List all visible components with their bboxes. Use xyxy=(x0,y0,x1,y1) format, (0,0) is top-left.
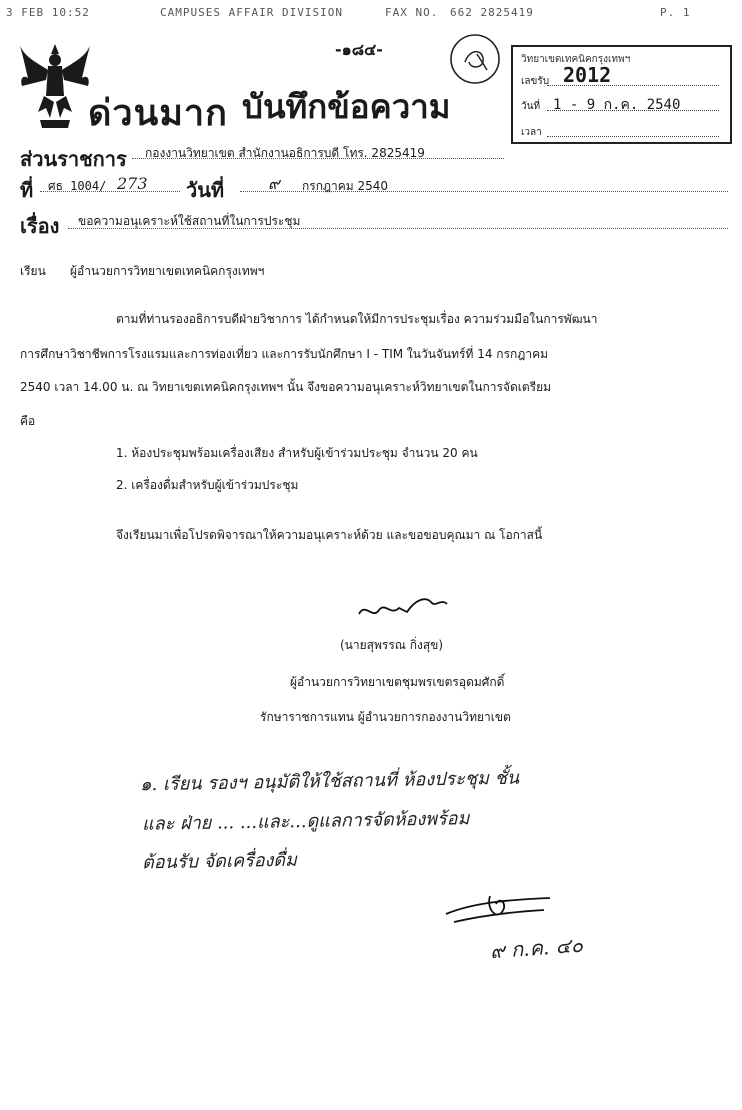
list-item: 2. เครื่องดื่มสำหรับผู้เข้าร่วมประชุม xyxy=(116,478,299,492)
garuda-emblem-icon xyxy=(18,40,92,132)
fax-label: FAX NO. xyxy=(385,6,439,19)
handwritten-note-line: ต้อนรับ จัดเครื่องดื่ม xyxy=(141,849,298,874)
closing-line: จึงเรียนมาเพื่อโปรดพิจารณาให้ความอนุเคราะห์ด้วย และขอขอบคุณมา ณ โอกาสนี้ xyxy=(116,528,543,542)
signer-title: ผู้อำนวยการวิทยาเขตชุมพรเขตรอุดมศักดิ์ xyxy=(290,675,505,689)
ref-prefix: ศธ 1004/ xyxy=(48,179,107,193)
stamp-time-label: เวลา xyxy=(521,127,542,138)
page-number: -๑๘๔- xyxy=(335,40,383,59)
signer-acting: รักษาราชการแทน ผู้อำนวยการกองงานวิทยาเขต xyxy=(260,710,511,724)
receipt-stamp xyxy=(511,45,732,144)
date-day: ๙ xyxy=(268,174,280,193)
fax-page: P. 1 xyxy=(660,6,691,19)
urgent-label: ด่วนมาก xyxy=(88,92,228,134)
handwritten-note-line: ๑. เรียน รองฯ อนุมัติให้ใช้สถานที่ ห้องประชุม ชั้น xyxy=(139,767,520,796)
stamp-date-value: 1 - 9 ก.ค. 2540 xyxy=(553,97,681,113)
stamp-title: วิทยาเขตเทคนิคกรุงเทพฯ xyxy=(521,54,631,65)
fax-date: 3 FEB 10:52 xyxy=(6,6,90,19)
salutation-label: เรียน xyxy=(20,264,46,278)
handwritten-date: ๙ ก.ค. ๔๐ xyxy=(489,932,584,964)
body-line: 2540 เวลา 14.00 น. ณ วิทยาเขตเทคนิคกรุงเทพฯ นั้น จึงขอความอนุเคราะห์วิทยาเขตในการจัดเตรียม xyxy=(20,380,552,394)
body-line: คือ xyxy=(20,414,36,428)
fax-number: 662 2825419 xyxy=(450,6,534,19)
fax-sender: CAMPUSES AFFAIR DIVISION xyxy=(160,6,343,19)
handwritten-signature-icon xyxy=(440,890,560,930)
list-item: 1. ห้องประชุมพร้อมเครื่องเสียง สำหรับผู้เข้าร่วมประชุม จำนวน 20 คน xyxy=(116,446,478,460)
ref-number: 273 xyxy=(117,174,148,193)
handwritten-note-line: และ ฝ่าย ... ...และ...ดูแลการจัดห้องพร้อม xyxy=(141,808,470,835)
fax-header xyxy=(0,4,742,22)
memo-title: บันทึกข้อความ xyxy=(242,87,451,126)
stamp-no-label: เลขรับ xyxy=(521,76,550,87)
stamp-date-label: วันที่ xyxy=(521,101,541,112)
department-value: กองงานวิทยาเขต สำนักงานอธิการบดี โทร. 2825419 xyxy=(145,146,425,160)
body-line: การศึกษาวิชาชีพการโรงแรมและการท่องเที่ยว และการรับนักศึกษา I - TIM ในวันจันทร์ที่ 14 กรกฎาคม xyxy=(20,347,549,361)
subject-label: เรื่อง xyxy=(20,214,60,238)
circle-stamp-icon xyxy=(445,30,505,88)
body-line: ตามที่ท่านรองอธิการบดีฝ่ายวิชาการ ได้กำหนดให้มีการประชุมเรื่อง ความร่วมมือในการพัฒนา xyxy=(116,312,598,326)
salutation-value: ผู้อำนวยการวิทยาเขตเทคนิคกรุงเทพฯ xyxy=(70,264,265,278)
signer-name: (นายสุพรรณ กิ่งสุข) xyxy=(340,638,444,652)
subject-value: ขอความอนุเคราะห์ใช้สถานที่ในการประชุม xyxy=(78,214,301,228)
department-label: ส่วนราชการ xyxy=(20,147,127,171)
date-label: วันที่ xyxy=(186,178,225,202)
signature-mark-icon xyxy=(355,592,455,628)
stamp-no-value: 2012 xyxy=(563,63,612,87)
date-rest: กรกฎาคม 2540 xyxy=(302,179,389,193)
ref-label: ที่ xyxy=(20,178,34,202)
